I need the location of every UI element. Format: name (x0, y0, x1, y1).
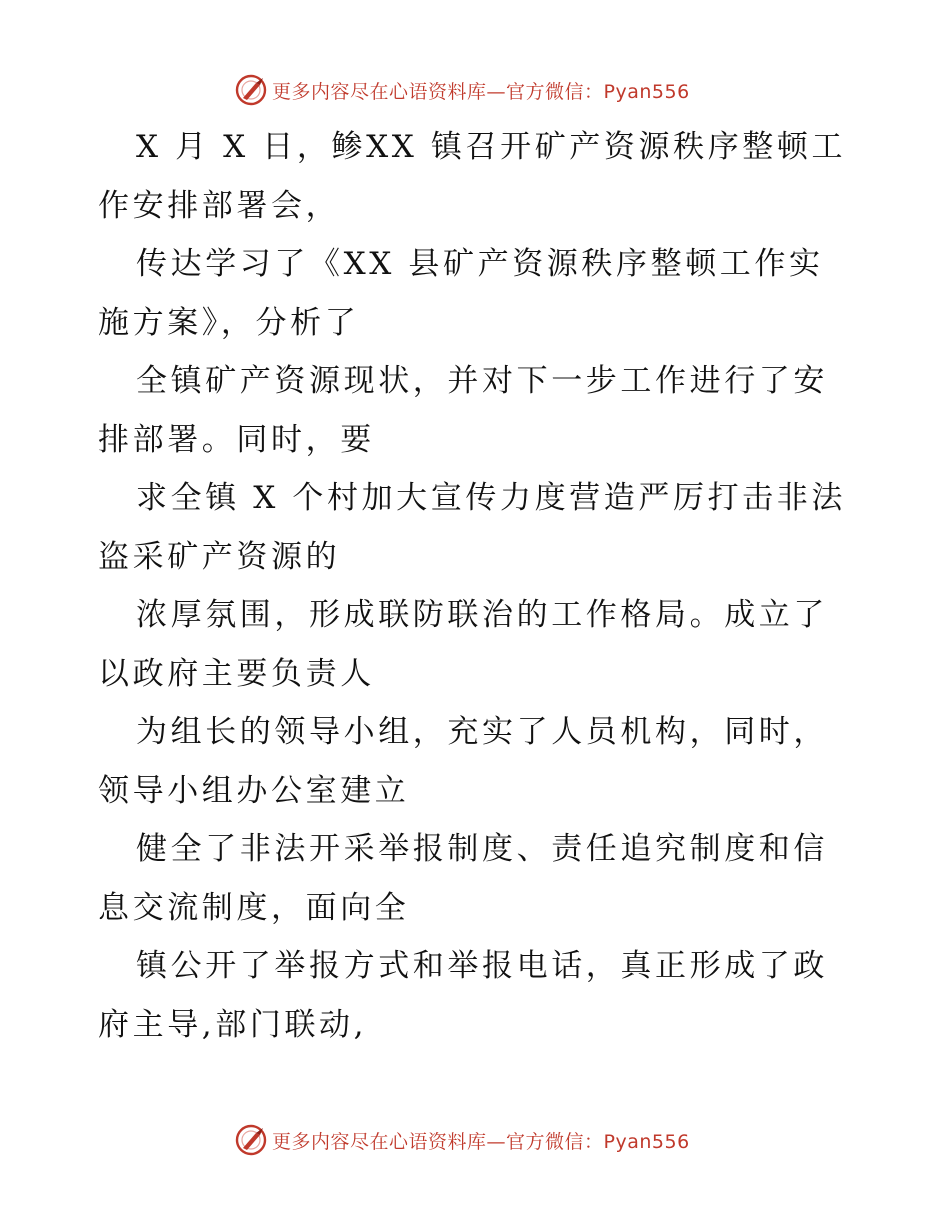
paragraph: 传达学习了《XX 县矿产资源秩序整顿工作实施方案》，分析了 (98, 246, 824, 341)
paragraph: 浓厚氛围，形成联防联治的工作格局。成立了以政府主要负责人 (98, 597, 828, 692)
footer-banner (234, 1122, 690, 1158)
paragraph: 健全了非法开采举报制度、责任追究制度和信息交流制度，面向全 (98, 831, 828, 926)
header-banner (234, 72, 690, 108)
paragraph: 求全镇 X 个村加大宣传力度营造严厉打击非法盗采矿产资源的 (98, 480, 846, 575)
footer-wechat-handle: Pyan556 (603, 1130, 690, 1153)
quill-pen-logo-icon (234, 1123, 268, 1157)
header-banner-text: 更多内容尽在心语资料库—官方微信：Pyan556 (272, 80, 690, 103)
paragraph: 镇公开了举报方式和举报电话，真正形成了政府主导,部门联动, (98, 948, 828, 1043)
document-body (98, 118, 858, 1054)
paragraph: X 月 X 日，鲹XX 镇召开矿产资源秩序整顿工作安排部署会， (98, 129, 847, 224)
header-wechat-handle: Pyan556 (603, 80, 690, 103)
paragraph: 为组长的领导小组，充实了人员机构，同时，领导小组办公室建立 (98, 714, 828, 809)
footer-banner-text: 更多内容尽在心语资料库—官方微信：Pyan556 (272, 1130, 690, 1153)
paragraph: 全镇矿产资源现状，并对下一步工作进行了安排部署。同时，要 (98, 363, 828, 458)
quill-pen-logo-icon (234, 73, 268, 107)
